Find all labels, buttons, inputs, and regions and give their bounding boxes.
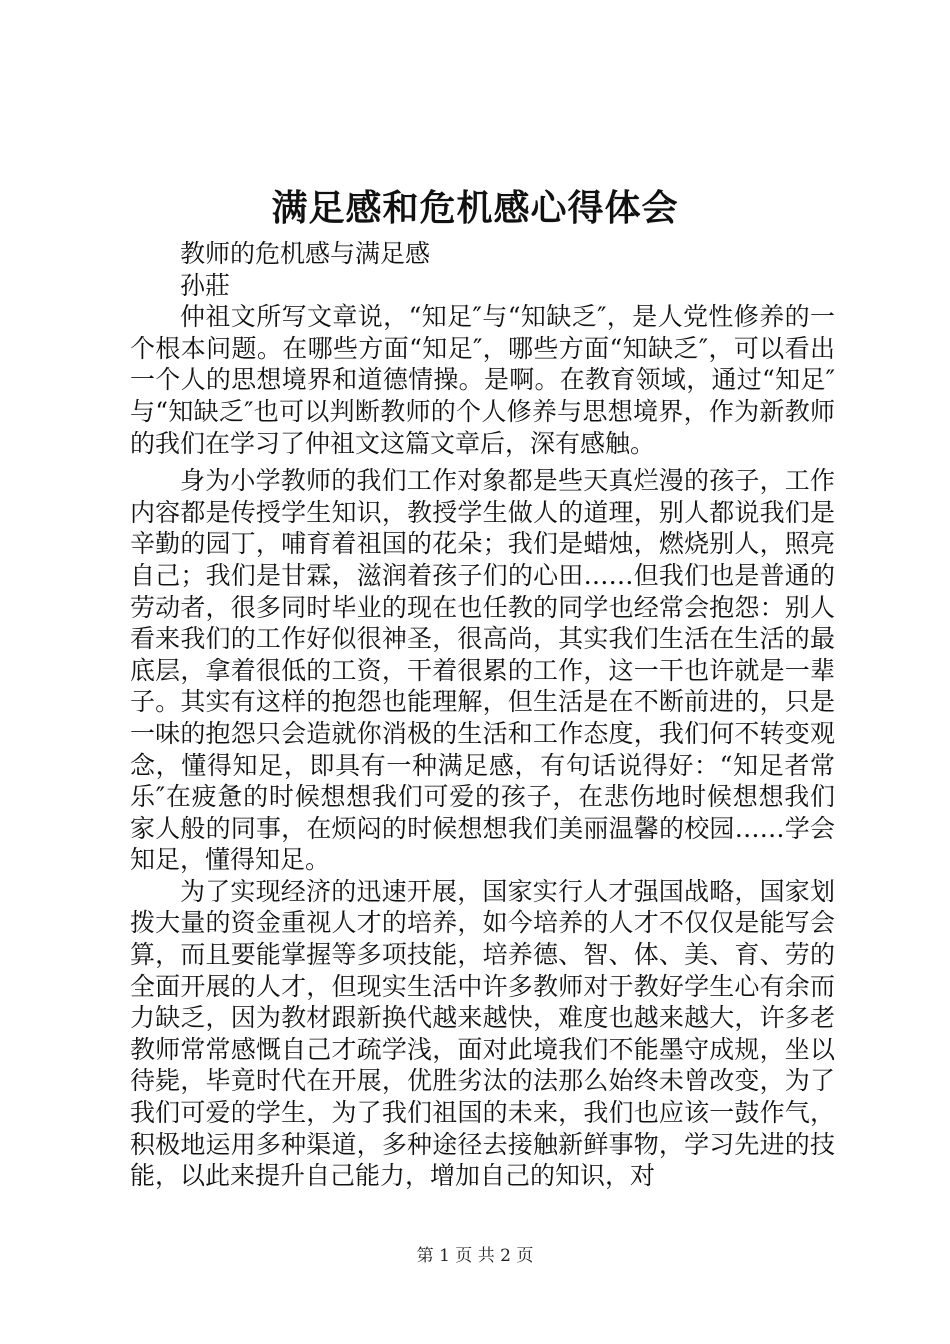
- author-line: 孙莊: [180, 270, 231, 300]
- paragraph-2: 身为小学教师的我们工作对象都是些天真烂漫的孩子，工作内容都是传授学生知识，教授学生做人的道理，别人都说我们是辛勤的园丁，哺育着祖国的花朵；我们是蜡烛，燃烧别人，照亮自己；我们是甘霖，滋润着孩子们的心田……但我们也是普通的劳动者，很多同时毕业的现在也任教的同学也经常会抱怨：别人看来我们的工作好似很神圣，很高尚，其实我们生活在生活的最底层，拿着很低的工资，干着很累的工作，这一干也许就是一辈子。其实有这样的抱怨也能理解，但生活是在不断前进的，只是一味的抱怨只会造就你消极的生活和工作态度，我们何不转变观念，懂得知足，即具有一种满足感，有句话说得好：“知足者常乐″在疲惫的时候想想我们可爱的孩子，在悲伤地时候想想我们家人般的同事，在烦闷的时候想想我们美丽温馨的校园……学会知足，懂得知足。: [130, 466, 835, 875]
- page-footer: 第 1 页 共 2 页: [416, 1246, 534, 1266]
- paragraph-3: 为了实现经济的迅速开展，国家实行人才强国战略，国家划拨大量的资金重视人才的培养，如今培养的人才不仅仅是能写会算，而且要能掌握等多项技能，培养德、智、体、美、育、劳的全面开展的人才，但现实生活中许多教师对于教好学生心有余而力缺乏，因为教材跟新换代越来越快，难度也越来越大，许多老教师常常感慨自己才疏学浅，面对此境我们不能墨守成规，坐以待毙，毕竟时代在开展，优胜劣汰的法那么始终未曾改变，为了我们可爱的学生，为了我们祖国的未来，我们也应该一鼓作气，积极地运用多种渠道，多种途径去接触新鲜事物，学习先进的技能，以此来提升自己能力，增加自己的知识，对: [130, 876, 835, 1191]
- subtitle-line: 教师的危机感与满足感: [180, 239, 431, 268]
- document-body: [130, 238, 835, 1192]
- document-title: 满足感和危机感心得体会: [271, 187, 679, 229]
- paragraph-1: 仲祖文所写文章说，“知足″与“知缺乏″，是人党性修养的一个根本问题。在哪些方面“知足″，哪些方面“知缺乏″，可以看出一个人的思想境界和道德情操。是啊。在教育领域，通过“知足″与“知缺乏″也可以判断教师的个人修养与思想境界，作为新教师的我们在学习了仲祖文这篇文章后，深有感触。: [130, 302, 835, 458]
